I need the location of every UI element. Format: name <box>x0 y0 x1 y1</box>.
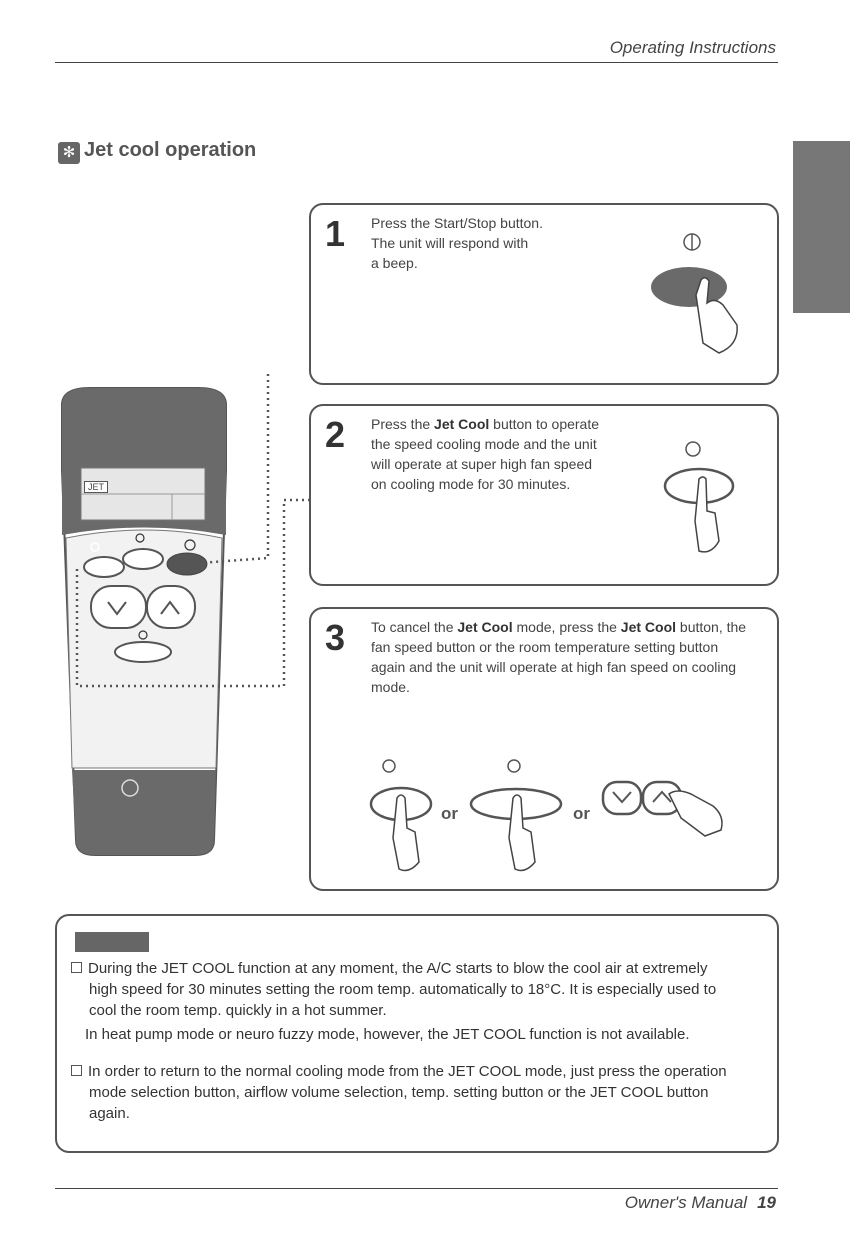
jet-cool-icon: ✻ <box>58 142 80 164</box>
header-rule <box>55 62 778 63</box>
step-1-box <box>309 203 779 385</box>
step-2-number: 2 <box>325 414 346 455</box>
step-3-text: To cancel the Jet Cool mode, press the Jet Cool button, the fan speed button or the room temperature setting button again and the unit will operate at high fan speed on cooling mode. <box>371 619 747 695</box>
note-box <box>55 914 779 1153</box>
remote-display-label: JET <box>84 481 108 493</box>
step-1-text: Press the Start/Stop button. The unit will respond with a beep. <box>371 215 543 271</box>
note-item-1: During the JET COOL function at any moment, the A/C starts to blow the cool air at extremely high speed for 30 minutes setting the room temp. automatically to 18°C. It is especially used to cool the room temp. quickly in a hot summer. In heat pump mode or neuro fuzzy mode, however, the JET COOL function is not available. <box>71 958 771 1045</box>
note-item-2: In order to return to the normal cooling mode from the JET COOL mode, just press the operation mode selection button, airflow volume selection, temp. setting button or the JET COOL button again. <box>71 1061 771 1124</box>
or-label-1: or <box>441 804 458 823</box>
checkbox-bullet-icon <box>71 1065 82 1076</box>
remote-control-illustration <box>0 370 320 870</box>
step-1-number: 1 <box>325 213 346 254</box>
footer: Owner's Manual 19 <box>624 1193 776 1212</box>
checkbox-bullet-icon <box>71 962 82 973</box>
step-2-text: Press the Jet Cool button to operate the speed cooling mode and the unit will operate at super high fan speed on cooling mode for 30 minutes. <box>371 416 600 492</box>
step-2-box <box>309 404 779 586</box>
jet-cool-button-illustration <box>641 431 751 561</box>
or-label-2: or <box>573 804 590 823</box>
start-stop-button-illustration <box>641 225 751 355</box>
step-3-number: 3 <box>325 617 346 658</box>
step-3-box <box>309 607 779 891</box>
side-tab <box>793 141 850 313</box>
header-title: Operating Instructions <box>609 38 776 57</box>
cancel-options-illustration <box>351 754 751 879</box>
note-badge <box>75 932 149 952</box>
footer-rule <box>55 1188 778 1189</box>
section-title: Jet cool operation <box>84 139 257 161</box>
